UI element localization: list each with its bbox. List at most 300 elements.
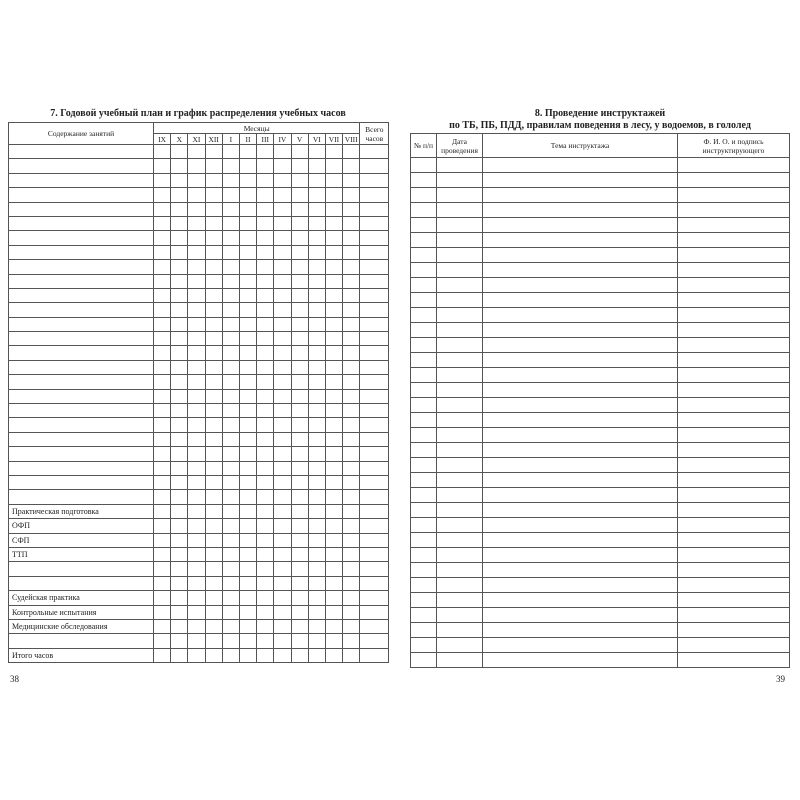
month-cell[interactable] (343, 260, 360, 274)
month-cell[interactable] (239, 533, 256, 547)
month-cell[interactable] (188, 332, 205, 346)
month-cell[interactable] (325, 389, 342, 403)
month-cell[interactable] (257, 188, 274, 202)
month-cell[interactable] (291, 447, 308, 461)
plan-row-label[interactable]: ОФП (9, 519, 154, 533)
month-cell[interactable] (222, 418, 239, 432)
month-cell[interactable] (343, 375, 360, 389)
month-cell[interactable] (308, 346, 325, 360)
number-cell[interactable] (411, 323, 437, 338)
total-cell[interactable] (360, 591, 389, 605)
month-cell[interactable] (171, 447, 188, 461)
month-cell[interactable] (308, 188, 325, 202)
month-cell[interactable] (188, 461, 205, 475)
month-cell[interactable] (154, 360, 171, 374)
date-cell[interactable] (437, 638, 483, 653)
date-cell[interactable] (437, 428, 483, 443)
total-cell[interactable] (360, 576, 389, 590)
month-cell[interactable] (154, 591, 171, 605)
plan-row-label[interactable] (9, 202, 154, 216)
month-cell[interactable] (171, 605, 188, 619)
month-cell[interactable] (171, 202, 188, 216)
month-cell[interactable] (274, 432, 291, 446)
total-cell[interactable] (360, 159, 389, 173)
total-cell[interactable] (360, 145, 389, 159)
signer-cell[interactable] (678, 548, 790, 563)
month-cell[interactable] (239, 504, 256, 518)
month-cell[interactable] (291, 648, 308, 662)
month-cell[interactable] (222, 461, 239, 475)
plan-row-label[interactable] (9, 288, 154, 302)
month-cell[interactable] (205, 605, 222, 619)
total-cell[interactable] (360, 447, 389, 461)
month-cell[interactable] (205, 202, 222, 216)
number-cell[interactable] (411, 638, 437, 653)
month-cell[interactable] (205, 404, 222, 418)
month-cell[interactable] (222, 159, 239, 173)
month-cell[interactable] (274, 245, 291, 259)
month-cell[interactable] (257, 504, 274, 518)
month-cell[interactable] (239, 576, 256, 590)
month-cell[interactable] (308, 432, 325, 446)
month-cell[interactable] (188, 591, 205, 605)
month-cell[interactable] (222, 173, 239, 187)
date-cell[interactable] (437, 518, 483, 533)
month-cell[interactable] (222, 504, 239, 518)
month-cell[interactable] (171, 533, 188, 547)
month-cell[interactable] (171, 303, 188, 317)
month-cell[interactable] (308, 461, 325, 475)
signer-cell[interactable] (678, 218, 790, 233)
month-cell[interactable] (343, 389, 360, 403)
month-cell[interactable] (188, 216, 205, 230)
month-cell[interactable] (171, 145, 188, 159)
month-cell[interactable] (325, 375, 342, 389)
plan-row-label[interactable] (9, 634, 154, 648)
month-cell[interactable] (239, 216, 256, 230)
month-cell[interactable] (188, 648, 205, 662)
plan-row-label[interactable] (9, 145, 154, 159)
month-cell[interactable] (291, 547, 308, 561)
plan-row-label[interactable] (9, 475, 154, 489)
number-cell[interactable] (411, 563, 437, 578)
month-cell[interactable] (188, 245, 205, 259)
month-cell[interactable] (308, 591, 325, 605)
month-cell[interactable] (257, 447, 274, 461)
signer-cell[interactable] (678, 173, 790, 188)
month-cell[interactable] (343, 490, 360, 504)
month-cell[interactable] (325, 202, 342, 216)
month-cell[interactable] (291, 245, 308, 259)
month-cell[interactable] (308, 576, 325, 590)
month-cell[interactable] (308, 216, 325, 230)
total-cell[interactable] (360, 605, 389, 619)
month-cell[interactable] (257, 231, 274, 245)
month-cell[interactable] (325, 447, 342, 461)
month-cell[interactable] (325, 360, 342, 374)
month-cell[interactable] (308, 634, 325, 648)
month-cell[interactable] (274, 591, 291, 605)
total-cell[interactable] (360, 375, 389, 389)
month-cell[interactable] (274, 404, 291, 418)
month-cell[interactable] (343, 533, 360, 547)
month-cell[interactable] (222, 216, 239, 230)
month-cell[interactable] (291, 317, 308, 331)
date-cell[interactable] (437, 368, 483, 383)
plan-row-label[interactable] (9, 418, 154, 432)
total-cell[interactable] (360, 648, 389, 662)
month-cell[interactable] (222, 404, 239, 418)
month-cell[interactable] (343, 519, 360, 533)
month-cell[interactable] (205, 475, 222, 489)
month-cell[interactable] (188, 533, 205, 547)
month-cell[interactable] (308, 404, 325, 418)
topic-cell[interactable] (483, 398, 678, 413)
month-cell[interactable] (274, 576, 291, 590)
month-cell[interactable] (343, 504, 360, 518)
month-cell[interactable] (257, 260, 274, 274)
topic-cell[interactable] (483, 548, 678, 563)
plan-row-label[interactable] (9, 159, 154, 173)
topic-cell[interactable] (483, 473, 678, 488)
topic-cell[interactable] (483, 533, 678, 548)
month-cell[interactable] (274, 231, 291, 245)
signer-cell[interactable] (678, 578, 790, 593)
month-cell[interactable] (222, 562, 239, 576)
plan-row-label[interactable] (9, 260, 154, 274)
month-cell[interactable] (343, 562, 360, 576)
date-cell[interactable] (437, 158, 483, 173)
month-cell[interactable] (343, 605, 360, 619)
month-cell[interactable] (257, 648, 274, 662)
month-cell[interactable] (239, 404, 256, 418)
signer-cell[interactable] (678, 263, 790, 278)
month-cell[interactable] (291, 404, 308, 418)
month-cell[interactable] (154, 159, 171, 173)
signer-cell[interactable] (678, 353, 790, 368)
month-cell[interactable] (257, 317, 274, 331)
month-cell[interactable] (154, 346, 171, 360)
month-cell[interactable] (308, 648, 325, 662)
date-cell[interactable] (437, 353, 483, 368)
month-cell[interactable] (308, 245, 325, 259)
month-cell[interactable] (205, 173, 222, 187)
month-cell[interactable] (291, 475, 308, 489)
total-cell[interactable] (360, 260, 389, 274)
date-cell[interactable] (437, 203, 483, 218)
topic-cell[interactable] (483, 308, 678, 323)
date-cell[interactable] (437, 593, 483, 608)
date-cell[interactable] (437, 338, 483, 353)
month-cell[interactable] (205, 490, 222, 504)
signer-cell[interactable] (678, 308, 790, 323)
month-cell[interactable] (188, 188, 205, 202)
month-cell[interactable] (343, 173, 360, 187)
month-cell[interactable] (325, 404, 342, 418)
month-cell[interactable] (171, 475, 188, 489)
month-cell[interactable] (222, 619, 239, 633)
plan-row-label[interactable] (9, 360, 154, 374)
month-cell[interactable] (222, 475, 239, 489)
month-cell[interactable] (239, 288, 256, 302)
month-cell[interactable] (205, 317, 222, 331)
topic-cell[interactable] (483, 293, 678, 308)
month-cell[interactable] (325, 216, 342, 230)
month-cell[interactable] (274, 332, 291, 346)
signer-cell[interactable] (678, 203, 790, 218)
month-cell[interactable] (222, 346, 239, 360)
number-cell[interactable] (411, 518, 437, 533)
signer-cell[interactable] (678, 428, 790, 443)
month-cell[interactable] (154, 418, 171, 432)
month-cell[interactable] (325, 159, 342, 173)
month-cell[interactable] (274, 317, 291, 331)
month-cell[interactable] (239, 317, 256, 331)
month-cell[interactable] (257, 332, 274, 346)
month-cell[interactable] (308, 389, 325, 403)
number-cell[interactable] (411, 578, 437, 593)
signer-cell[interactable] (678, 518, 790, 533)
month-cell[interactable] (222, 447, 239, 461)
month-cell[interactable] (291, 490, 308, 504)
month-cell[interactable] (239, 605, 256, 619)
month-cell[interactable] (239, 447, 256, 461)
month-cell[interactable] (188, 432, 205, 446)
signer-cell[interactable] (678, 623, 790, 638)
date-cell[interactable] (437, 173, 483, 188)
month-cell[interactable] (343, 231, 360, 245)
signer-cell[interactable] (678, 443, 790, 458)
month-cell[interactable] (274, 447, 291, 461)
month-cell[interactable] (239, 432, 256, 446)
month-cell[interactable] (274, 504, 291, 518)
total-cell[interactable] (360, 245, 389, 259)
date-cell[interactable] (437, 293, 483, 308)
plan-row-label[interactable] (9, 188, 154, 202)
month-cell[interactable] (239, 360, 256, 374)
month-cell[interactable] (257, 404, 274, 418)
month-cell[interactable] (154, 216, 171, 230)
month-cell[interactable] (188, 288, 205, 302)
month-cell[interactable] (188, 447, 205, 461)
month-cell[interactable] (154, 245, 171, 259)
month-cell[interactable] (343, 303, 360, 317)
month-cell[interactable] (222, 231, 239, 245)
month-cell[interactable] (325, 504, 342, 518)
month-cell[interactable] (343, 447, 360, 461)
month-cell[interactable] (205, 504, 222, 518)
month-cell[interactable] (205, 375, 222, 389)
month-cell[interactable] (222, 375, 239, 389)
month-cell[interactable] (171, 547, 188, 561)
month-cell[interactable] (239, 245, 256, 259)
month-cell[interactable] (291, 346, 308, 360)
month-cell[interactable] (291, 619, 308, 633)
total-cell[interactable] (360, 634, 389, 648)
month-cell[interactable] (308, 260, 325, 274)
month-cell[interactable] (239, 332, 256, 346)
month-cell[interactable] (205, 562, 222, 576)
topic-cell[interactable] (483, 218, 678, 233)
month-cell[interactable] (188, 404, 205, 418)
month-cell[interactable] (188, 173, 205, 187)
month-cell[interactable] (308, 562, 325, 576)
month-cell[interactable] (257, 303, 274, 317)
month-cell[interactable] (274, 490, 291, 504)
month-cell[interactable] (257, 519, 274, 533)
topic-cell[interactable] (483, 623, 678, 638)
month-cell[interactable] (325, 332, 342, 346)
month-cell[interactable] (171, 461, 188, 475)
month-cell[interactable] (291, 418, 308, 432)
date-cell[interactable] (437, 578, 483, 593)
total-cell[interactable] (360, 519, 389, 533)
month-cell[interactable] (308, 274, 325, 288)
month-cell[interactable] (188, 360, 205, 374)
month-cell[interactable] (291, 360, 308, 374)
month-cell[interactable] (171, 619, 188, 633)
month-cell[interactable] (325, 490, 342, 504)
month-cell[interactable] (171, 648, 188, 662)
month-cell[interactable] (188, 519, 205, 533)
month-cell[interactable] (171, 360, 188, 374)
signer-cell[interactable] (678, 398, 790, 413)
month-cell[interactable] (274, 260, 291, 274)
month-cell[interactable] (222, 145, 239, 159)
number-cell[interactable] (411, 593, 437, 608)
month-cell[interactable] (325, 576, 342, 590)
plan-row-label[interactable] (9, 245, 154, 259)
month-cell[interactable] (154, 562, 171, 576)
month-cell[interactable] (205, 648, 222, 662)
month-cell[interactable] (274, 346, 291, 360)
month-cell[interactable] (239, 389, 256, 403)
month-cell[interactable] (239, 519, 256, 533)
month-cell[interactable] (222, 260, 239, 274)
signer-cell[interactable] (678, 638, 790, 653)
month-cell[interactable] (274, 533, 291, 547)
month-cell[interactable] (257, 216, 274, 230)
month-cell[interactable] (205, 619, 222, 633)
date-cell[interactable] (437, 563, 483, 578)
month-cell[interactable] (308, 533, 325, 547)
month-cell[interactable] (257, 346, 274, 360)
topic-cell[interactable] (483, 158, 678, 173)
number-cell[interactable] (411, 398, 437, 413)
month-cell[interactable] (308, 145, 325, 159)
topic-cell[interactable] (483, 338, 678, 353)
plan-row-label[interactable] (9, 432, 154, 446)
month-cell[interactable] (308, 303, 325, 317)
month-cell[interactable] (154, 432, 171, 446)
month-cell[interactable] (291, 231, 308, 245)
total-cell[interactable] (360, 619, 389, 633)
total-cell[interactable] (360, 461, 389, 475)
topic-cell[interactable] (483, 563, 678, 578)
month-cell[interactable] (171, 332, 188, 346)
month-cell[interactable] (308, 418, 325, 432)
signer-cell[interactable] (678, 563, 790, 578)
month-cell[interactable] (188, 346, 205, 360)
month-cell[interactable] (222, 576, 239, 590)
month-cell[interactable] (274, 519, 291, 533)
date-cell[interactable] (437, 308, 483, 323)
month-cell[interactable] (154, 332, 171, 346)
month-cell[interactable] (205, 245, 222, 259)
number-cell[interactable] (411, 158, 437, 173)
date-cell[interactable] (437, 413, 483, 428)
month-cell[interactable] (291, 432, 308, 446)
month-cell[interactable] (325, 288, 342, 302)
month-cell[interactable] (257, 490, 274, 504)
month-cell[interactable] (205, 447, 222, 461)
month-cell[interactable] (274, 461, 291, 475)
month-cell[interactable] (291, 576, 308, 590)
month-cell[interactable] (343, 245, 360, 259)
month-cell[interactable] (343, 346, 360, 360)
month-cell[interactable] (308, 332, 325, 346)
month-cell[interactable] (171, 591, 188, 605)
plan-row-label[interactable]: Медицинские обследования (9, 619, 154, 633)
month-cell[interactable] (325, 634, 342, 648)
number-cell[interactable] (411, 368, 437, 383)
month-cell[interactable] (308, 547, 325, 561)
month-cell[interactable] (308, 159, 325, 173)
month-cell[interactable] (257, 145, 274, 159)
topic-cell[interactable] (483, 383, 678, 398)
number-cell[interactable] (411, 308, 437, 323)
number-cell[interactable] (411, 263, 437, 278)
month-cell[interactable] (308, 173, 325, 187)
date-cell[interactable] (437, 383, 483, 398)
month-cell[interactable] (325, 475, 342, 489)
month-cell[interactable] (343, 576, 360, 590)
date-cell[interactable] (437, 488, 483, 503)
month-cell[interactable] (325, 188, 342, 202)
number-cell[interactable] (411, 413, 437, 428)
topic-cell[interactable] (483, 233, 678, 248)
month-cell[interactable] (205, 591, 222, 605)
month-cell[interactable] (325, 547, 342, 561)
month-cell[interactable] (291, 188, 308, 202)
month-cell[interactable] (274, 605, 291, 619)
signer-cell[interactable] (678, 653, 790, 668)
number-cell[interactable] (411, 233, 437, 248)
signer-cell[interactable] (678, 278, 790, 293)
date-cell[interactable] (437, 473, 483, 488)
month-cell[interactable] (239, 159, 256, 173)
month-cell[interactable] (325, 274, 342, 288)
month-cell[interactable] (154, 231, 171, 245)
month-cell[interactable] (291, 260, 308, 274)
total-cell[interactable] (360, 418, 389, 432)
month-cell[interactable] (291, 288, 308, 302)
month-cell[interactable] (205, 634, 222, 648)
month-cell[interactable] (343, 332, 360, 346)
topic-cell[interactable] (483, 458, 678, 473)
month-cell[interactable] (308, 504, 325, 518)
date-cell[interactable] (437, 278, 483, 293)
signer-cell[interactable] (678, 473, 790, 488)
number-cell[interactable] (411, 428, 437, 443)
month-cell[interactable] (205, 260, 222, 274)
signer-cell[interactable] (678, 293, 790, 308)
month-cell[interactable] (239, 619, 256, 633)
number-cell[interactable] (411, 293, 437, 308)
month-cell[interactable] (154, 533, 171, 547)
total-cell[interactable] (360, 562, 389, 576)
number-cell[interactable] (411, 278, 437, 293)
